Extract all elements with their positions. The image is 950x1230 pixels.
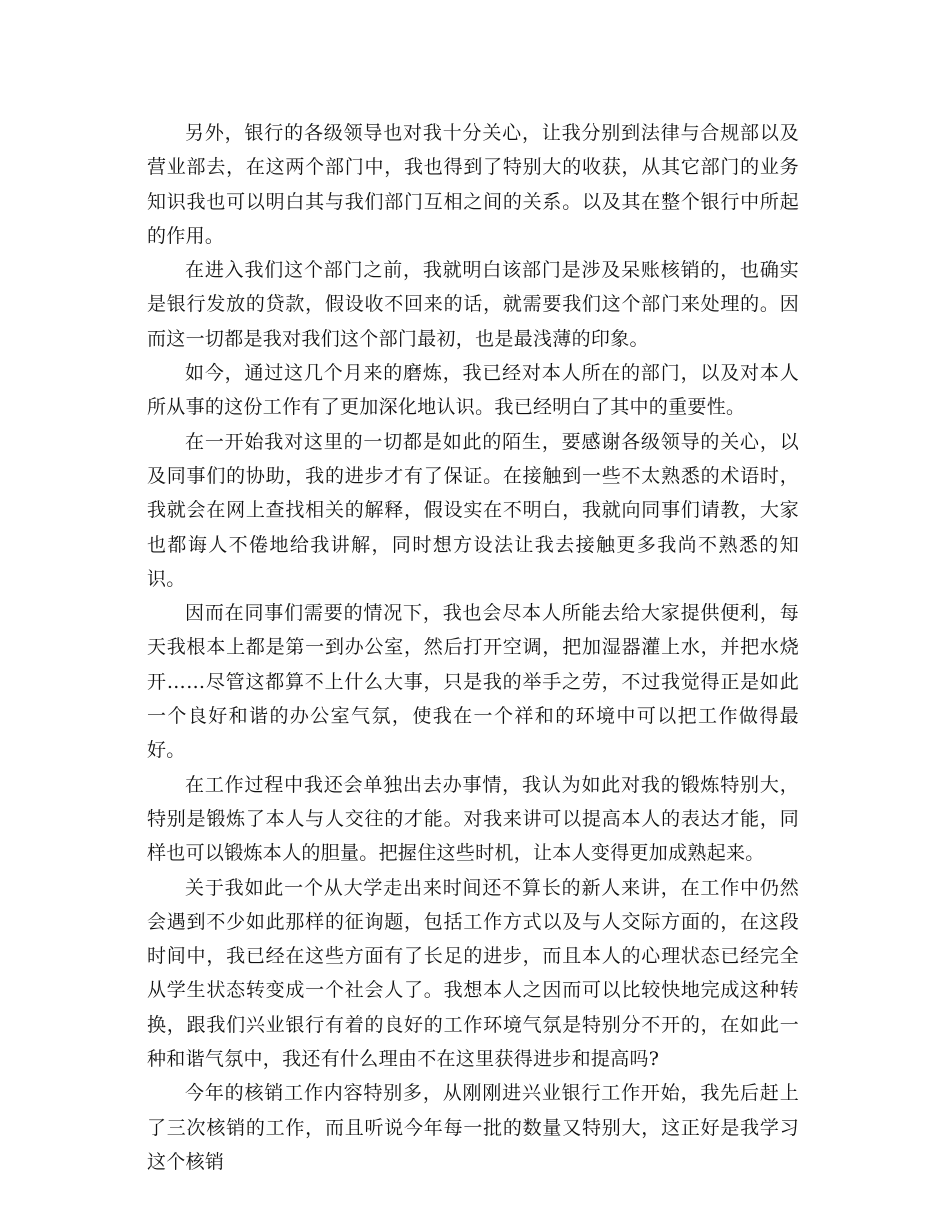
paragraph: 另外，银行的各级领导也对我十分关心，让我分别到法律与合规部以及营业部去，在这两个部门中，我也得到了特别大的收获，从其它部门的业务知识我也可以明白其与我们部门互相之间的关系。以及其在整个银行中所起的作用。 <box>147 122 799 247</box>
paragraph: 如今，通过这几个月来的磨炼，我已经对本人所在的部门，以及对本人所从事的这份工作有了更加深化地认识。我已经明白了其中的重要性。 <box>147 362 799 419</box>
paragraph: 今年的核销工作内容特别多，从刚刚进兴业银行工作开始，我先后赶上了三次核销的工作，而且听说今年每一批的数量又特别大，这正好是我学习这个核销 <box>147 1082 799 1173</box>
paragraph: 关于我如此一个从大学走出来时间还不算长的新人来讲，在工作中仍然会遇到不少如此那样的征询题，包括工作方式以及与人交际方面的，在这段时间中，我已经在这些方面有了长足的进步，而且本人的心理状态已经完全从学生状态转变成一个社会人了。我想本人之因而可以比较快地完成这种转换，跟我们兴业银行有着的良好的工作环境气氛是特别分不开的，在如此一种和谐气氛中，我还有什么理由不在这里获得进步和提高吗? <box>147 876 799 1071</box>
paragraph: 在一开始我对这里的一切都是如此的陌生，要感谢各级领导的关心，以及同事们的协助，我的进步才有了保证。在接触到一些不太熟悉的术语时，我就会在网上查找相关的解释，假设实在不明白，我就向同事们请教，大家也都诲人不倦地给我讲解，同时想方设法让我去接触更多我尚不熟悉的知识。 <box>147 430 799 590</box>
paragraph: 在工作过程中我还会单独出去办事情，我认为如此对我的锻炼特别大，特别是锻炼了本人与人交往的才能。对我来讲可以提高本人的表达才能，同样也可以锻炼本人的胆量。把握住这些时机，让本人变得更加成熟起来。 <box>147 773 799 865</box>
paragraph: 在进入我们这个部门之前，我就明白该部门是涉及呆账核销的，也确实是银行发放的贷款，假设收不回来的话，就需要我们这个部门来处理的。因而这一切都是我对我们这个部门最初，也是最浅薄的印象。 <box>147 259 799 350</box>
paragraph: 因而在同事们需要的情况下，我也会尽本人所能去给大家提供便利，每天我根本上都是第一到办公室，然后打开空调，把加湿器灌上水，并把水烧开……尽管这都算不上什么大事，只是我的举手之劳，不过我觉得正是如此一个良好和谐的办公室气氛，使我在一个祥和的环境中可以把工作做得最好。 <box>147 602 799 762</box>
body-text <box>147 116 799 1179</box>
